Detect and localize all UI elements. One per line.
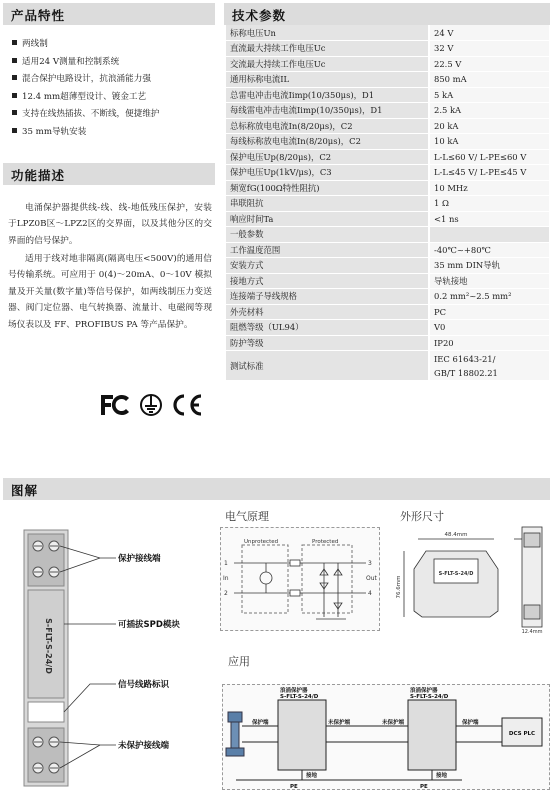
spec-row [226,165,549,181]
schematic-pin-in: In [223,575,229,582]
spec-key: 总标称放电电流In(8/20μs)，C2 [226,118,429,134]
spec-key: 接地方式 [226,273,429,289]
spec-row [226,258,549,274]
dimensions-title: 外形尺寸 [400,510,444,523]
spec-value: 20 kA [429,118,549,134]
spec-value: 5 kA [429,87,549,103]
spec-key: 通用标称电流IL [226,72,429,88]
app-ground-2: 接地 [436,773,448,779]
spec-row [226,118,549,134]
product-illustration [20,528,216,790]
spec-value: L-L≤60 V/ L-PE≤60 V [429,149,549,165]
schematic-pin-1: 1 [224,560,228,567]
feature-item [12,71,212,89]
spec-value: 24 V [429,25,549,41]
spec-value: V0 [429,320,549,336]
standard-value-line-2: GB/T 18802.21 [434,367,498,378]
ground-mark-icon [139,393,163,417]
spec-value: 32 V [429,41,549,57]
spec-key: 标称电压Un [226,25,429,41]
spec-value: L-L≤45 V/ L-PE≤45 V [429,165,549,181]
spec-value: 22.5 V [429,56,549,72]
feature-text: 混合保护电路设计，抗浪涌能力强 [22,74,151,85]
dimension-drawing [390,525,552,637]
app-ground-1: 接地 [306,773,318,779]
bullet-icon [12,58,17,63]
app-protect-side-2: 保护端 [462,720,479,726]
spec-key: 保护电压Up(1kV/μs)，C3 [226,165,429,181]
spec-table [226,25,549,381]
schematic-pin-2: 2 [224,590,228,597]
standard-value-line-1: IEC 61643-21/ [434,353,496,364]
schematic-protected-label: Protected [312,539,339,545]
spec-row [226,211,549,227]
dimension-width: 48.4mm [444,532,468,538]
description-title: 功能描述 [11,168,66,183]
spec-value: 0.2 mm²~2.5 mm² [429,289,549,305]
certification-logos [99,392,203,418]
feature-text: 适用24 V测量和控制系统 [22,56,120,67]
spec-row [226,196,549,212]
callout-signal-mark: 信号线路标识 [118,680,170,690]
bullet-icon [12,75,17,80]
app-module-2-label: 浪涌保护器 [410,688,438,694]
transmitter-icon [226,712,244,756]
spec-row [226,320,549,336]
feature-item [12,106,212,124]
feature-item [12,54,212,72]
app-module-1-label: 浪涌保护器 [280,688,308,694]
spec-value: 导轨接地 [429,273,549,289]
spec-key: 防护等级 [226,335,429,351]
feature-text: 12.4 mm超薄型设计、镀金工艺 [22,91,147,102]
spec-key: 测试标准 [226,351,429,381]
fc-icon [99,393,133,417]
spec-row [226,335,549,351]
spec-row [226,25,549,41]
spec-value: 10 kA [429,134,549,150]
spec-key: 每线雷电冲击电流Iimp(10/350μs)，D1 [226,103,429,119]
spec-key: 总雷电冲击电流Iimp(10/350μs)，D1 [226,87,429,103]
spec-key: 外壳材料 [226,304,429,320]
spec-value [429,227,549,243]
spec-key: 直流最大持续工作电压Uc [226,41,429,57]
app-unprotect-side-2: 未保护端 [382,720,405,726]
spec-key: 频宽fG(100Ω特性阻抗) [226,180,429,196]
dimension-height: 76.6mm [396,575,402,599]
specs-title: 技术参数 [232,8,287,23]
spec-row [226,103,549,119]
callout-protect-side: 保护接线端 [118,554,161,564]
spec-row [226,289,549,305]
spec-key: 工作温度范围 [226,242,429,258]
spec-key: 阻燃等级（UL94） [226,320,429,336]
callout-spd-module: 可插拔SPD模块 [118,620,180,630]
spec-value [429,351,549,381]
description-paragraph-2: 适用于线对地非隔离(隔离电压<500V)的通用信号传输系统。可应用于 0(4)～20mA、0～10V 模拟量及开关量(数字量)等信号保护，如两线制压力变送器、阀门定位器、电气转换器、流量计、电磁阀等现场仪表以及 FF、PROFIBUS PA 等产品保护。 [8,254,212,330]
app-pe-1: PE [290,784,298,790]
app-unprotect-side-1: 未保护端 [328,720,351,726]
spec-row [226,56,549,72]
schematic-pin-4: 4 [368,590,372,597]
callout-unprotect-side: 未保护接线端 [118,741,170,751]
feature-text: 两线制 [22,39,48,49]
spec-row [226,304,549,320]
feature-item [12,89,212,107]
application-title: 应用 [228,655,250,668]
spec-key: 保护电压Up(8/20μs)，C2 [226,149,429,165]
feature-item [12,36,212,54]
spec-value: 2.5 kA [429,103,549,119]
spec-row [226,72,549,88]
feature-text: 支持在线热插拔、不断线，便捷维护 [22,109,160,120]
spec-value: -40℃~+80℃ [429,242,549,258]
ce-icon [169,393,203,417]
spec-row [226,134,549,150]
spec-value: <1 ns [429,211,549,227]
app-device-label: DCS PLC [508,731,536,737]
spec-value: 1 Ω [429,196,549,212]
spec-key: 安装方式 [226,258,429,274]
feature-item [12,124,212,142]
spec-key: 每线标称放电电流In(8/20μs)，C2 [226,134,429,150]
description-paragraph-1: 电涌保护器提供线-线、线-地低残压保护，安装于LPZ0B区～LPZ2区的交界面，以及其他分区的交界面的信号保护。 [8,203,212,246]
app-module-2-model: S-FLT-S-24/D [410,694,449,700]
spec-key: 响应时间Ta [226,211,429,227]
spec-row [226,273,549,289]
spec-key: 交流最大持续工作电压Uc [226,56,429,72]
bullet-icon [12,110,17,115]
features-list [12,36,212,142]
diagrams-title: 图解 [11,483,39,498]
feature-text: 35 mm导轨安装 [22,126,87,137]
spec-key: 连接端子导线规格 [226,289,429,305]
specs-title-bar [224,3,550,25]
bullet-icon [12,93,17,98]
spec-value: IP20 [429,335,549,351]
electrical-title: 电气原理 [225,510,269,523]
bullet-icon [12,128,17,133]
spec-value: 850 mA [429,72,549,88]
spec-value: 10 MHz [429,180,549,196]
spec-row [226,227,549,243]
dimension-depth: 12.4mm [521,629,543,635]
spec-row [226,180,549,196]
spec-row [226,242,549,258]
spec-key: 串联阻抗 [226,196,429,212]
spec-value: PC [429,304,549,320]
app-pe-2: PE [420,784,428,790]
spec-key: 一般参数 [226,227,429,243]
description-title-bar [3,163,215,185]
schematic-pin-3: 3 [368,560,372,567]
schematic-pin-out: Out [366,575,377,582]
application-diagram [222,684,550,790]
features-title: 产品特性 [11,8,66,23]
diagrams-title-bar [3,478,550,500]
spec-value: 35 mm DIN导轨 [429,258,549,274]
app-module-1-model: S-FLT-S-24/D [280,694,319,700]
spec-row-standard [226,351,549,381]
spec-row [226,149,549,165]
app-protect-side-1: 保护端 [252,720,269,726]
spec-row [226,41,549,57]
electrical-schematic [220,527,380,631]
dimension-model-label: S-FLT-S-24/D [438,571,474,577]
spec-row [226,87,549,103]
schematic-unprotected-label: Unprotected [244,539,279,545]
product-model-label: S-FLT-S-24/D [44,618,53,674]
bullet-icon [12,40,17,45]
features-title-bar [3,3,215,25]
